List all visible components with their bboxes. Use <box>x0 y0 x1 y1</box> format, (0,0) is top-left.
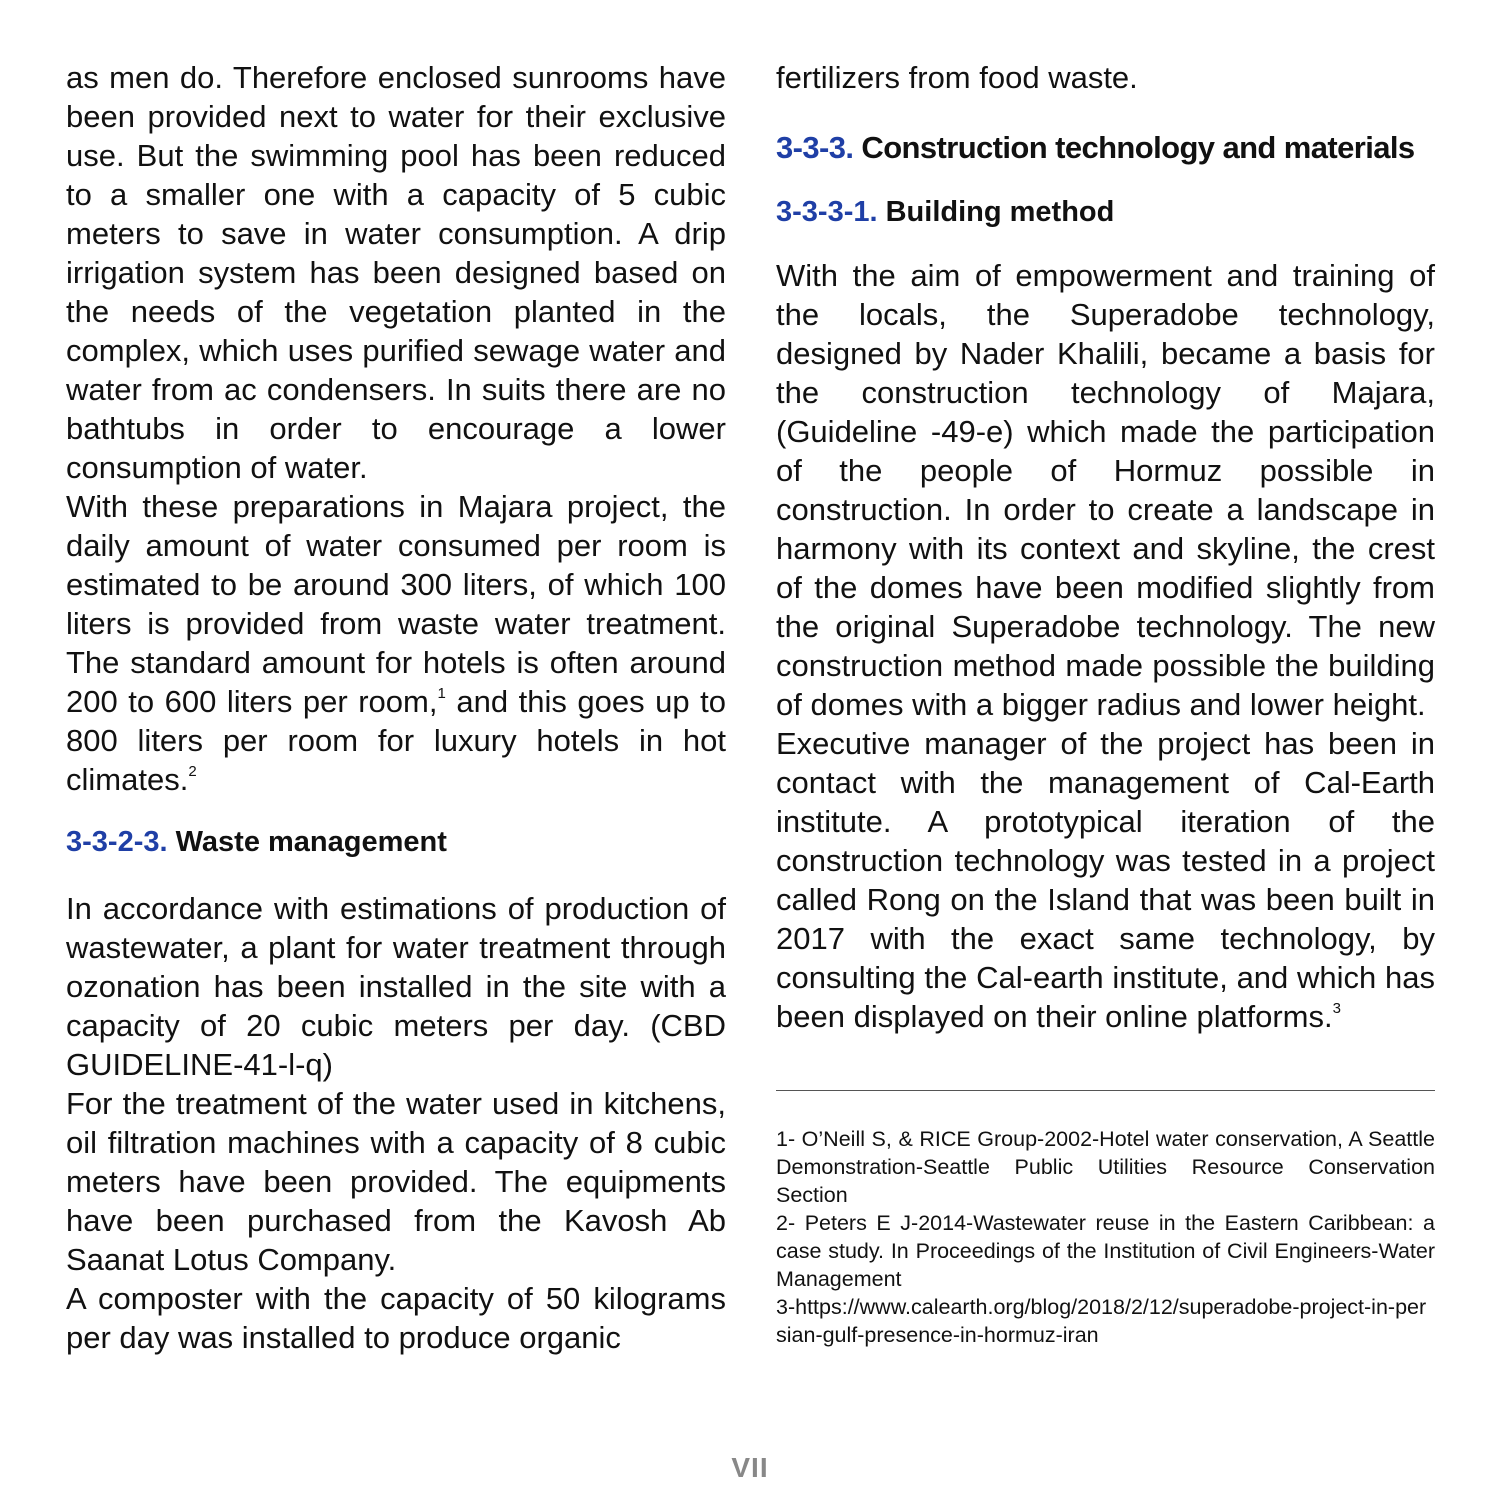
heading-building-method <box>776 193 1435 232</box>
paragraph-sunrooms-water: as men do. Therefore enclosed sunrooms have been provided next to water for their exclusive use. But the swimming pool has been reduced to a smaller one with a capacity of 5 cubic meters to save in water consumption. A drip irrigation system has been designed based on the needs of the vegetation planted in the complex, which uses purified sewage water and water from ac condensers. In suits there are no bathtubs in order to encourage a lower consumption of water. <box>66 60 726 485</box>
paragraph-superadobe: With the aim of empowerment and training of the locals, the Superadobe technology, designed by Nader Khalili, became a basis for the construction technology of Majara, (Guideline -49-e) which made the participation of the people of Hormuz possible in construction. In order to create a landscape in harmony with its context and skyline, the crest of the domes have been modified slightly from the original Superadobe technology. The new construction method made possible the building of domes with a bigger radius and lower height. <box>776 258 1435 722</box>
heading-number: 3-3-2-3. <box>66 826 168 858</box>
paragraph-text: and this goes up to 800 liters per room for luxury hotels in hot climates. <box>66 684 726 797</box>
left-column <box>66 58 726 1357</box>
paragraph-oil-filtration: For the treatment of the water used in kitchens, oil filtration machines with a capacity of 8 cubic meters have been provided. The equipments have been purchased from the Kavosh Ab Saanat Lotus Company. <box>66 1086 726 1277</box>
paragraph-water-treatment: In accordance with estimations of production of wastewater, a plant for water treatment through ozonation has been installed in the site with a capacity of 20 cubic meters per day. (CBD GUIDELINE-41-l-q) <box>66 891 726 1082</box>
paragraph-text: Executive manager of the project has been in contact with the management of Cal-Earth institute. A prototypical iteration of the construction technology was tested in a project called Rong on the Island that was been built in 2017 with the exact same technology, by consulting the Cal-earth institute, and which has been displayed on their online platforms. <box>776 726 1435 1034</box>
footnote-ref-1[interactable]: 1 <box>437 685 446 702</box>
heading-waste-management <box>66 823 726 862</box>
right-column <box>776 58 1435 1349</box>
heading-title: Waste management <box>175 826 447 858</box>
footnote-1: 1- O’Neill S, & RICE Group-2002-Hotel water conservation, A Seattle Demonstration-Seattle Public Utilities Resource Conservation Section <box>776 1127 1435 1207</box>
heading-construction-technology <box>776 128 1435 167</box>
footnote-ref-3[interactable]: 3 <box>1332 1000 1341 1017</box>
footnote-2: 2- Peters E J-2014-Wastewater reuse in the Eastern Caribbean: a case study. In Proceedings of the Institution of Civil Engineers-Water Management <box>776 1211 1435 1291</box>
paragraph-composter: A composter with the capacity of 50 kilograms per day was installed to produce organic <box>66 1281 726 1355</box>
heading-title: Building method <box>885 196 1115 228</box>
footnote-ref-2[interactable]: 2 <box>188 763 197 780</box>
page-number: VII <box>731 1452 769 1483</box>
heading-number: 3-3-3-1. <box>776 196 878 228</box>
paragraph-text: With these preparations in Majara project, the daily amount of water consumed per room is estimated to be around 300 liters, of which 100 liters is provided from waste water treatment. The standard amount for hotels is often around 200 to 600 liters per room, <box>66 489 726 719</box>
paragraph-water-consumption <box>66 487 726 799</box>
heading-number: 3-3-3. <box>776 130 854 165</box>
footnotes <box>776 1125 1435 1349</box>
footnote-3-link[interactable]: 3-https://www.calearth.org/blog/2018/2/12/superadobe-project-in-persian-gulf-presence-in-hormuz-iran <box>776 1295 1427 1347</box>
paragraph-fertilizers: fertilizers from food waste. <box>776 60 1138 95</box>
paragraph-cal-earth <box>776 724 1435 1036</box>
heading-title: Construction technology and materials <box>861 130 1415 165</box>
